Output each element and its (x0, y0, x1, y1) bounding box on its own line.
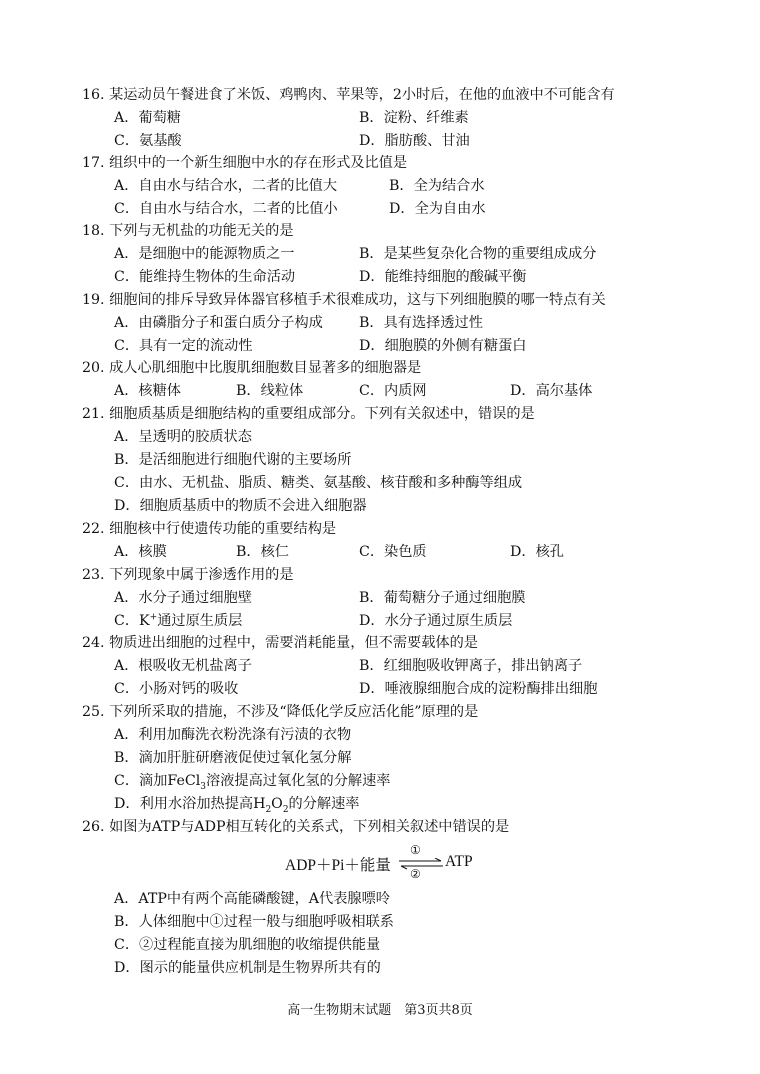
option-b: B．滴加肝脏研磨液促使过氧化氢分解 (114, 750, 352, 766)
option-a: A．呈透明的胶质状态 (114, 429, 252, 445)
reaction-label-2: ② (410, 867, 421, 881)
question-number: 18. (82, 223, 105, 239)
question-19 (82, 289, 606, 309)
option-b: B．全为结合水 (389, 178, 485, 194)
question-stem: 如图为ATP与ADP相互转化的关系式，下列相关叙述中错误的是 (109, 819, 510, 835)
option-prefix: C．滴加FeCl (114, 773, 201, 789)
option-b: B．是某些复杂化合物的重要组成成分 (359, 246, 597, 262)
question-25 (82, 701, 478, 721)
option-c: C．小肠对钙的吸收 (114, 681, 239, 697)
question-26 (82, 816, 509, 836)
option-b: B．线粒体 (236, 383, 304, 399)
option-a: A．核糖体 (114, 383, 181, 399)
option-c: C．染色质 (359, 544, 427, 560)
question-number: 19. (82, 292, 105, 308)
option-c: C．由水、无机盐、脂质、糖类、氨基酸、核苷酸和多种酶等组成 (114, 475, 523, 491)
subscript: 3 (200, 781, 207, 792)
question-number: 23. (82, 567, 105, 583)
option-d: D．细胞质基质中的物质不会进入细胞器 (114, 498, 367, 514)
question-stem: 组织中的一个新生细胞中水的存在形式及比值是 (109, 155, 408, 171)
option-b: B．红细胞吸收钾离子，排出钠离子 (359, 658, 583, 674)
question-number: 24. (82, 635, 105, 651)
option-c: C．能维持生物体的生命活动 (114, 269, 296, 285)
question-number: 20. (82, 360, 105, 376)
option-a: A．根吸收无机盐离子 (114, 658, 252, 674)
option-c (114, 770, 390, 792)
question-stem: 细胞核中行使遗传功能的重要结构是 (109, 521, 337, 537)
question-stem: 成人心肌细胞中比腹肌细胞数目显著多的细胞器是 (109, 360, 422, 376)
question-number: 26. (82, 819, 105, 835)
option-c: C．具有一定的流动性 (114, 338, 253, 354)
option-prefix: D．利用水浴加热提高H (114, 796, 266, 812)
option-a: A．核膜 (114, 544, 167, 560)
question-number: 25. (82, 704, 105, 720)
question-stem: 下列所采取的措施，不涉及“降低化学反应活化能”原理的是 (109, 704, 479, 720)
option-a: A．是细胞中的能源物质之一 (114, 246, 295, 262)
option-d: D．能维持细胞的酸碱平衡 (359, 269, 527, 285)
superscript: + (149, 612, 158, 623)
option-prefix: C．K (114, 613, 150, 629)
question-stem: 下列现象中属于渗透作用的是 (109, 567, 294, 583)
page-footer: 高一生物期末试题 第3页共8页 (287, 1003, 473, 1018)
atp-adp-equation (285, 843, 485, 881)
option-a: A．自由水与结合水，二者的比值大 (114, 178, 338, 194)
question-stem: 物质进出细胞的过程中，需要消耗能量，但不需要载体的是 (109, 635, 478, 651)
question-number: 17. (82, 155, 105, 171)
option-a: A．由磷脂分子和蛋白质分子构成 (114, 315, 323, 331)
option-a: A．ATP中有两个高能磷酸键，A代表腺嘌呤 (114, 891, 390, 907)
equation-right: ATP (445, 853, 473, 870)
option-b: B．人体细胞中①过程一般与细胞呼吸相联系 (114, 914, 394, 930)
option-text: O (271, 796, 283, 812)
option-b: B．具有选择透过性 (359, 315, 483, 331)
question-number: 16. (82, 87, 105, 103)
option-d: D．脂肪酸、甘油 (359, 133, 470, 149)
option-c: C．氨基酸 (114, 133, 182, 149)
question-number: 22. (82, 521, 105, 537)
question-16 (82, 84, 615, 104)
question-20 (82, 357, 421, 377)
question-stem: 下列与无机盐的功能无关的是 (109, 223, 294, 239)
question-22 (82, 518, 336, 538)
option-d: D．核孔 (510, 544, 564, 560)
option-a: A．水分子通过细胞壁 (114, 590, 252, 606)
subscript: 2 (265, 804, 272, 815)
question-17 (82, 152, 407, 172)
option-text: 溶液提高过氧化氢的分解速率 (206, 773, 391, 789)
option-b: B．淀粉、纤维素 (359, 110, 469, 126)
option-b: B．是活细胞进行细胞代谢的主要场所 (114, 452, 352, 468)
question-24 (82, 632, 478, 652)
option-d: D．细胞膜的外侧有糖蛋白 (359, 338, 527, 354)
option-d: D．高尔基体 (510, 383, 593, 399)
option-c: C．内质网 (359, 383, 427, 399)
reversible-arrow-icon (399, 858, 443, 870)
question-number: 21. (82, 406, 105, 422)
reaction-label-1: ① (410, 843, 421, 857)
option-a: A．葡萄糖 (114, 110, 181, 126)
option-c (114, 610, 242, 630)
question-21 (82, 403, 535, 423)
option-d: D．水分子通过原生质层 (359, 613, 513, 629)
equation-left: ADP＋Pi＋能量 (285, 857, 391, 874)
option-d: D．全为自由水 (389, 201, 486, 217)
option-d: D．唾液腺细胞合成的淀粉酶排出细胞 (359, 681, 598, 697)
option-b: B．核仁 (236, 544, 289, 560)
option-text: 的分解速率 (288, 796, 360, 812)
option-b: B．葡萄糖分子通过细胞膜 (359, 590, 526, 606)
question-18 (82, 220, 294, 240)
question-stem: 某运动员午餐进食了米饭、鸡鸭肉、苹果等，2小时后，在他的血液中不可能含有 (109, 87, 615, 103)
option-text: 通过原生质层 (157, 613, 243, 629)
question-stem: 细胞间的排斥导致异体器官移植手术很难成功，这与下列细胞膜的哪一特点有关 (109, 292, 606, 308)
question-23 (82, 564, 294, 584)
option-d: D．图示的能量供应机制是生物界所共有的 (114, 960, 381, 976)
option-a: A．利用加酶洗衣粉洗涤有污渍的衣物 (114, 727, 352, 743)
question-stem: 细胞质基质是细胞结构的重要组成部分。下列有关叙述中，错误的是 (109, 406, 535, 422)
option-d (114, 793, 360, 815)
option-c: C．②过程能直接为肌细胞的收缩提供能量 (114, 937, 381, 953)
subscript: 2 (282, 804, 289, 815)
option-c: C．自由水与结合水，二者的比值小 (114, 201, 338, 217)
